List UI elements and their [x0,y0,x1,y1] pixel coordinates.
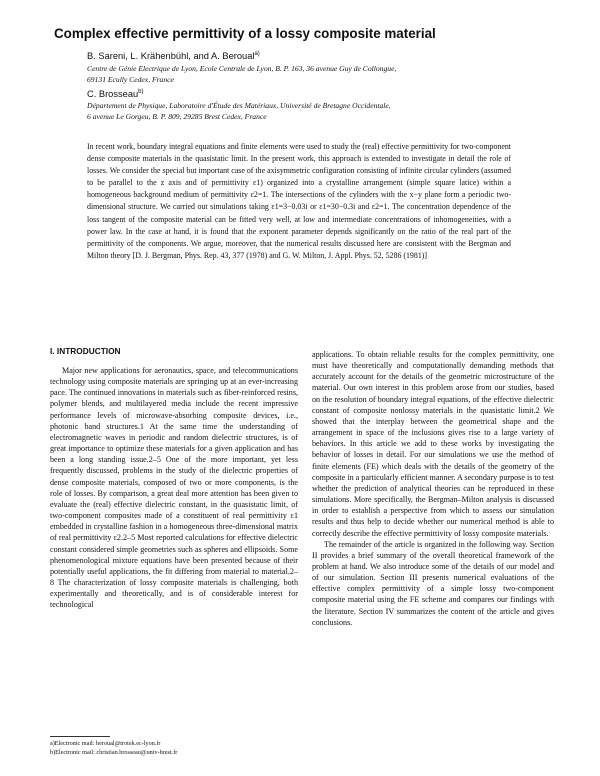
author-footnote-mark-2: b) [138,88,144,95]
affiliation-1-line-1: Centre de Génie Electrique de Lyon, Ecole Centrale de Lyon, B. P. 163, 36 avenue Guy de Collongue, [87,64,397,73]
author-names-2: C. Brosseau [87,89,139,99]
abstract: In recent work, boundary integral equations and finite elements were used to study the (real) effective permittivity for two-component dense composite materials in the quasistatic limit. In the present work, this approach is extended to investigate in detail the role of losses. We consider the special but important case of the axisymmetric configuration consisting of infinite circular cylinders (assumed to be parallel to the z axis and of permittivity ε1) organized into a crystalline arrangement (simple square latice) within a homogeneous background medium of permittivity ε2=1. The intersections of the cylinders with the x−y plane form a periodic two-dimensional structure. We carried out simulations taking ε1=3−0.03i or ε1=30−0.3i and ε2=1. The concentration dependence of the loss tangent of the composite material can be fitted very well, at low and intermediate concentrations of inhomogeneities, with a power law. In the case at hand, it is found that the exponent parameter depends significantly on the ratio of the real part of the permittivity of the components. We argue, moreover, that the numerical results discussed here are consistent with the Bergman and Milton theory [D. J. Bergman, Phys. Rep. 43, 377 (1978) and G. W. Milton, J. Appl. Phys. 52, 5286 (1981)] [87,142,511,260]
right-column [312,349,554,628]
intro-paragraph-1: Major new applications for aeronautics, space, and telecommunications technology using composite materials are springing up at an ever-increasing pace. The continued innovations in materials such as fiber-reinforced resins, polymer blends, and multilayered media include the recent impressive performance levels of microwave-absorbing composite devices, i.e., photonic band structures.1 At the same time the understanding of electromagnetic waves in periodic and random dielectric structures, is of great importance to optimize these materials for a given application and has been a long standing issue.2–5 One of the more important, yet less frequently discussed, problems in the study of the dielectric properties of dense composite materials, composed of two or more components, is the role of losses. By comparison, a great deal more attention has been given to evaluate the (real) effective dielectric constant, in the quasistatic limit, of two-component composites made of a constituent of real permittivity ε1 embedded in crystalline fashion in a homogeneous three-dimensional matrix of real permittivity ε2.2–5 Most reported calculations for effective dielectric constant considered simple geometries such as spheres and ellipsoids. Some phenomenological mixture equations have been presented because of their potentially useful applications, the fit differing from material to material.2–8 The characterization of lossy composite materials is challenging, both experimentally and theoretically, and is of considerable interest for technological [50,366,298,610]
affiliation-1 [87,64,396,85]
author-names-1: B. Sareni, L. Krähenbühl, and A. Beroual [87,51,255,61]
affiliation-2-line-1: Département de Physique, Laboratoire d'Étude des Matériaux, Université de Bretagne Occidentale, [87,101,391,110]
affiliation-2 [87,101,391,122]
author-line-2 [87,89,144,99]
intro-paragraph-3: The remainder of the article is organized in the following way. Section II provides a brief summary of the overall theoretical framework of the problem at hand. We also introduce some of the details of our model and of our simulation. Section III presents numerical evaluations of the effective complex permittivity of a simple lossy two-component composite material using the FE scheme and compares our findings with the literature. Section IV summarizes the content of the article and gives conclusions. [312,539,554,627]
author-footnote-mark-1: a) [254,50,260,57]
section-heading: I. INTRODUCTION [50,346,121,356]
affiliation-2-line-2: 6 avenue Le Gorgeu, B. P. 809, 29285 Brest Cedex, France [87,111,267,121]
left-column [50,365,298,610]
author-line-1 [87,51,260,61]
footnote-b: b)Electronic mail: christian.brosseau@univ-brest.fr [50,749,178,757]
intro-paragraph-2: applications. To obtain reliable results for the complex permittivity, one must have theoretically and computationally demanding methods that accurately account for the details of the geometric microstructure of the material. Our own interest in this problem arose from our studies, based on the resolution of boundary integral equations, of the effective dielectric constant of composite nonlossy materials in the quasistatic limit.2 We showed that the interplay between the geometrical shape and the arrangement in space of the inclusions gives rise to a large variety of behaviors. In this article we add to these works by investigating the behavior of losses in detail. For our simulations we use the method of finite elements (FE) which deals with the details of the geometry of the composite in a particularly efficient manner. A secondary purpose is to test whether the prediction of analytical theories can be reproduced in these simulations. More specifically, the Bergman–Milton analysis is discussed in order to establish a perspective from which to assess our simulation results and thus help to decide whether our numerical method is able to correctly describe the effective permittivity of lossy composite materials. [312,350,554,538]
footnote-a: a)Electronic mail: beroual@trotek.ec-lyon.fr [50,740,161,747]
paper-title: Complex effective permittivity of a lossy composite material [54,26,436,41]
footnotes [50,739,177,758]
affiliation-1-line-2: 69131 Ecully Cedex, France [87,74,174,84]
footnote-divider [50,736,110,737]
